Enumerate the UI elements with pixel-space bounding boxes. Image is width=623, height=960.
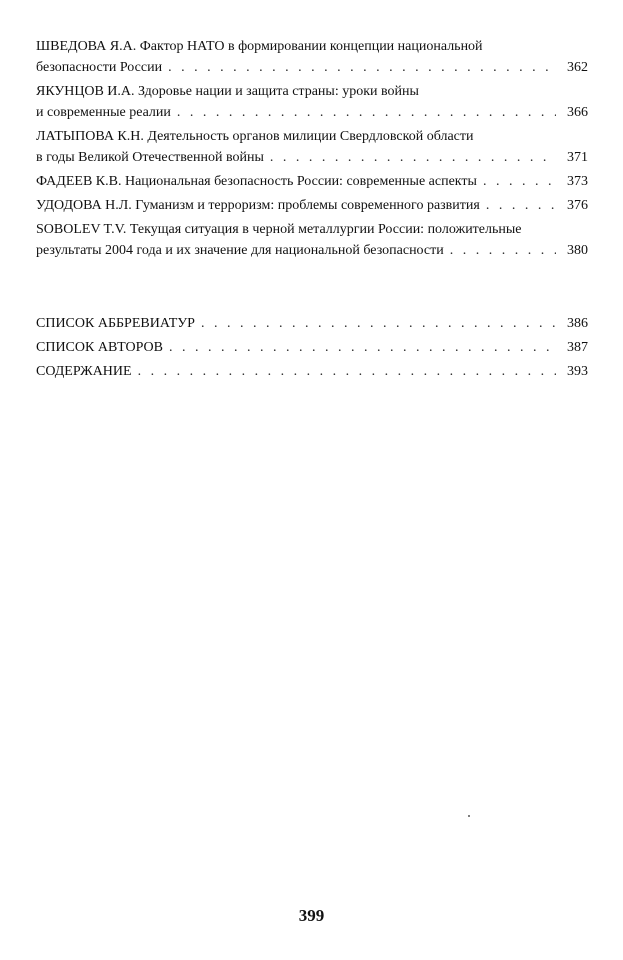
toc-entry-fadeev xyxy=(36,171,588,192)
toc-entry-title: ФАДЕЕВ К.В. Национальная безопасность России: современные аспекты xyxy=(36,174,477,189)
toc-entry-authors xyxy=(36,337,588,358)
toc-entry-page: 387 xyxy=(567,340,588,355)
dot-leader xyxy=(138,361,556,382)
dot-leader xyxy=(486,195,556,216)
dot-leader xyxy=(450,240,556,261)
dot-leader xyxy=(483,171,556,192)
toc-entry-page: 362 xyxy=(567,60,588,75)
toc-entry-sobolev xyxy=(36,219,588,261)
toc-entry-page: 373 xyxy=(567,174,588,189)
toc-entry-title-line1: SOBOLEV T.V. Текущая ситуация в черной металлургии России: положительные xyxy=(36,222,522,237)
toc-entry-page: 393 xyxy=(567,364,588,379)
toc-entry-title-line2: в годы Великой Отечественной войны xyxy=(36,150,264,165)
toc-entry-page: 371 xyxy=(567,150,588,165)
scan-speck xyxy=(468,815,470,817)
dot-leader xyxy=(201,313,556,334)
toc-entry-page: 380 xyxy=(567,243,588,258)
toc-entry-shvedova xyxy=(36,36,588,78)
dot-leader xyxy=(169,337,556,358)
toc-entry-abbreviations xyxy=(36,313,588,334)
toc-entry-title-line1: ЯКУНЦОВ И.А. Здоровье нации и защита страны: уроки войны xyxy=(36,84,419,99)
toc-entry-ududova xyxy=(36,195,588,216)
article-contents-list xyxy=(36,36,588,264)
dot-leader xyxy=(270,147,556,168)
appendix-contents-list xyxy=(36,313,588,385)
toc-entry-page: 366 xyxy=(567,105,588,120)
toc-entry-title-line1: ЛАТЫПОВА К.Н. Деятельность органов милиции Свердловской области xyxy=(36,129,474,144)
toc-section-title: СПИСОК АББРЕВИАТУР xyxy=(36,316,195,331)
toc-entry-yakuntsov xyxy=(36,81,588,123)
page-number: 399 xyxy=(298,906,325,925)
dot-leader xyxy=(168,57,556,78)
toc-entry-page: 376 xyxy=(567,198,588,213)
toc-entry-latypova xyxy=(36,126,588,168)
toc-entry-title: УДОДОВА Н.Л. Гуманизм и терроризм: проблемы современного развития xyxy=(36,198,480,213)
toc-entry-contents xyxy=(36,361,588,382)
toc-section-title: СОДЕРЖАНИЕ xyxy=(36,364,132,379)
toc-entry-page: 386 xyxy=(567,316,588,331)
toc-entry-title-line2: и современные реалии xyxy=(36,105,171,120)
dot-leader xyxy=(177,102,556,123)
toc-section-title: СПИСОК АВТОРОВ xyxy=(36,340,163,355)
toc-entry-title-line2: результаты 2004 года и их значение для национальной безопасности xyxy=(36,243,444,258)
toc-entry-title-line2: безопасности России xyxy=(36,60,163,75)
toc-entry-title-line1: ШВЕДОВА Я.А. Фактор НАТО в формировании концепции национальной xyxy=(36,39,483,54)
